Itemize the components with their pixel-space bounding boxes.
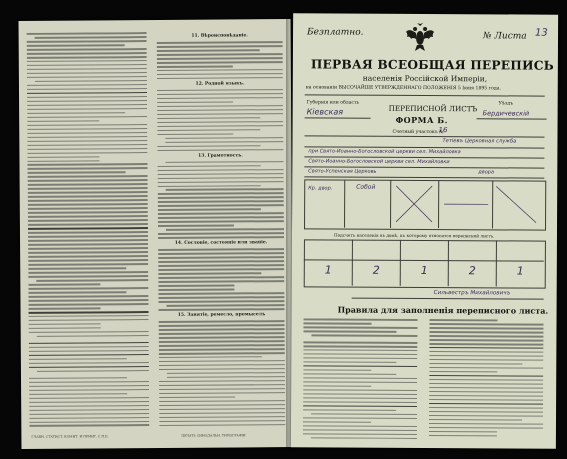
text-line	[29, 397, 149, 399]
text-line	[159, 352, 285, 354]
text-line	[157, 125, 283, 127]
count-cell: 2	[372, 263, 380, 277]
text-line	[28, 303, 148, 305]
text-line	[28, 239, 148, 241]
text-line	[159, 380, 285, 382]
text-line	[159, 328, 285, 330]
right-page-census-form	[291, 13, 558, 448]
text-line	[27, 76, 147, 78]
text-line	[303, 421, 371, 423]
text-line	[159, 396, 235, 398]
text-line	[28, 275, 148, 277]
text-line	[159, 408, 285, 410]
text-line	[303, 345, 417, 347]
text-line	[430, 319, 498, 321]
handwritten-entry-2: при Свято-Иоанно-Богословской церкви сел. Михайловка	[308, 148, 461, 156]
text-line	[28, 183, 148, 185]
text-line	[27, 148, 147, 150]
text-line	[158, 232, 284, 234]
text-line	[159, 412, 285, 414]
text-line	[28, 187, 148, 189]
census-subtitle: населенія Россійской Имперіи,	[362, 73, 488, 84]
count-cell: 1	[420, 263, 428, 278]
text-line	[165, 141, 283, 143]
text-line	[28, 283, 100, 285]
text-line	[157, 105, 283, 107]
text-line	[159, 424, 285, 426]
text-line	[158, 165, 261, 167]
text-line	[157, 89, 283, 91]
text-line	[29, 417, 149, 419]
text-line	[28, 191, 148, 193]
count-table-note: Подсчетъ населенія въ домѣ, къ которому относится переписной листъ.	[333, 232, 495, 239]
text-line	[429, 383, 543, 385]
text-line	[158, 220, 284, 222]
text-line	[303, 353, 417, 355]
text-line	[429, 327, 543, 329]
text-line	[303, 405, 417, 407]
text-line	[167, 372, 285, 374]
text-line	[303, 373, 396, 375]
form-subtitle: ФОРМА Б.	[395, 114, 448, 126]
text-line	[429, 355, 543, 357]
text-line	[29, 342, 149, 344]
count-cells	[293, 13, 558, 14]
text-line	[28, 287, 148, 289]
text-line	[159, 340, 285, 342]
text-line	[157, 121, 283, 123]
text-line	[158, 212, 284, 214]
text-line	[35, 36, 147, 38]
text-line	[28, 195, 148, 197]
text-line	[429, 343, 543, 345]
text-line	[159, 336, 285, 338]
text-line	[29, 401, 149, 403]
text-line	[158, 236, 284, 238]
uchastok-label: Счетный участокъ №	[392, 129, 444, 136]
text-line	[429, 379, 543, 381]
text-line	[159, 368, 285, 370]
text-line	[28, 227, 148, 229]
count-cell: 1	[324, 263, 332, 277]
double-headed-eagle-emblem	[403, 20, 437, 54]
table-cell-handwritten: Кр. двор.	[308, 185, 333, 192]
text-line	[429, 403, 543, 405]
text-line	[159, 332, 285, 334]
text-line	[158, 285, 234, 287]
text-line	[159, 384, 285, 386]
text-line	[159, 344, 285, 346]
text-line	[157, 65, 233, 67]
text-line	[158, 268, 284, 270]
text-line	[158, 185, 261, 187]
text-line	[158, 300, 284, 302]
text-line	[303, 385, 371, 387]
text-line	[157, 101, 233, 103]
text-line	[28, 172, 126, 174]
text-line	[429, 339, 543, 341]
text-line	[29, 377, 127, 379]
text-line	[159, 348, 285, 350]
section-heading: 13. Грамотность.	[198, 152, 243, 159]
text-line	[28, 219, 148, 221]
text-line	[28, 199, 148, 201]
text-line	[158, 252, 284, 254]
text-line	[166, 304, 284, 306]
text-line	[303, 393, 417, 395]
text-line	[311, 413, 417, 415]
text-line	[28, 255, 148, 257]
text-line	[157, 41, 283, 43]
text-line	[27, 128, 147, 130]
text-line	[429, 371, 497, 373]
text-line	[27, 84, 147, 86]
text-line	[29, 413, 149, 415]
enumerator-signature: Сильвестръ Михайловичъ	[433, 290, 511, 297]
text-line	[28, 267, 126, 269]
text-line	[29, 405, 149, 407]
text-line	[29, 393, 127, 395]
text-line	[430, 323, 544, 325]
text-line	[158, 292, 284, 294]
uezd-underline	[477, 118, 547, 119]
text-line	[303, 349, 417, 351]
text-line	[166, 189, 284, 191]
text-line	[303, 361, 396, 363]
text-line	[27, 120, 99, 122]
census-basis-line: на основаніи ВЫСОЧАЙШЕ УТВЕРЖДЕННАГО ПОЛОЖЕНІЯ 5 Іюня 1895 года.	[305, 85, 501, 92]
handwritten-entry-5: двора	[478, 169, 495, 176]
text-line	[158, 209, 261, 211]
rules-title: Правила для заполненія переписного листа.	[337, 304, 549, 316]
text-line	[27, 44, 125, 46]
text-line	[157, 133, 233, 135]
text-line	[27, 96, 147, 98]
text-line	[29, 381, 149, 383]
text-line	[429, 335, 543, 337]
text-line	[29, 346, 149, 348]
section-heading: 12. Родной языкъ.	[195, 81, 245, 87]
text-line	[37, 335, 149, 337]
text-line	[27, 140, 147, 142]
text-line	[158, 173, 284, 175]
text-line	[157, 109, 283, 111]
text-line	[157, 149, 283, 151]
section-heading: 11. Вѣроисповѣданіе.	[191, 33, 248, 39]
count-cell: 2	[468, 264, 476, 278]
text-line	[27, 48, 147, 50]
text-line	[157, 145, 260, 147]
rules-column-1	[303, 318, 418, 439]
count-cell: 1	[516, 264, 524, 278]
text-line	[29, 362, 149, 364]
text-line	[159, 388, 285, 390]
text-line	[27, 56, 147, 58]
text-line	[303, 425, 417, 427]
title-rule	[305, 94, 545, 96]
text-line	[159, 320, 285, 322]
text-line	[429, 391, 543, 393]
text-line	[157, 53, 283, 55]
text-line	[429, 435, 497, 437]
text-line	[28, 175, 148, 177]
left-page-instructions	[19, 19, 294, 449]
text-line	[159, 404, 285, 406]
text-line	[157, 61, 283, 63]
text-line	[27, 116, 147, 118]
text-line	[429, 367, 543, 369]
text-line	[311, 437, 417, 439]
text-line	[304, 322, 372, 324]
handwritten-entry-3: Свято-Иоанно-Богословской церкви сел. Михайловки	[308, 158, 450, 166]
text-line	[429, 395, 543, 397]
text-line	[157, 49, 260, 51]
text-line	[28, 295, 148, 297]
text-line	[429, 363, 522, 365]
text-line	[303, 433, 417, 435]
text-line	[37, 370, 149, 372]
sheet-number-label: № Листа	[482, 31, 527, 42]
text-line	[27, 152, 147, 154]
form-title: ПЕРЕПИСНОЙ ЛИСТЪ	[388, 103, 478, 114]
text-line	[158, 205, 284, 207]
guberniya-label: Губернія или область	[306, 100, 360, 106]
text-line	[28, 168, 148, 170]
text-line	[165, 137, 283, 139]
text-line	[27, 156, 99, 158]
text-line	[429, 423, 543, 425]
text-line	[159, 420, 285, 422]
text-line	[303, 409, 396, 411]
text-line	[29, 425, 149, 427]
text-line	[29, 311, 149, 313]
text-line	[159, 308, 285, 310]
text-line	[35, 80, 147, 82]
text-line	[28, 179, 148, 181]
text-line	[158, 248, 284, 250]
left-text-column-2	[157, 31, 286, 427]
text-line	[27, 52, 147, 54]
uezd-value: Бердичевскій	[482, 109, 530, 118]
text-line	[29, 409, 149, 411]
text-line	[29, 307, 101, 309]
text-line	[158, 296, 284, 298]
text-line	[157, 97, 283, 99]
text-line	[29, 385, 149, 387]
text-line	[166, 228, 284, 230]
text-line	[303, 330, 396, 332]
text-line	[158, 260, 284, 262]
text-line	[28, 231, 148, 233]
text-line	[27, 72, 147, 74]
text-line	[159, 392, 285, 394]
text-line	[157, 77, 283, 79]
text-line	[158, 201, 284, 203]
text-line	[303, 341, 417, 343]
text-line	[157, 117, 260, 119]
text-line	[157, 113, 283, 115]
text-line	[29, 350, 149, 352]
left-footer-imprint: ГЛАВН. СТАТИСТ. КОМИТ. И ПРИНТ. С.П.Б.	[31, 434, 109, 439]
text-line	[28, 235, 148, 237]
census-title: ПЕРВАЯ ВСЕОБЩАЯ ПЕРЕПИСЬ	[310, 57, 554, 73]
text-line	[303, 401, 417, 403]
text-line	[29, 331, 149, 333]
text-line	[429, 387, 543, 389]
rules-column-2	[429, 319, 544, 440]
free-label: Безплатно.	[307, 27, 364, 38]
text-line	[29, 358, 127, 360]
text-line	[27, 124, 147, 126]
text-line	[303, 377, 417, 379]
text-line	[303, 357, 417, 359]
text-line	[429, 431, 497, 433]
text-line	[28, 164, 148, 166]
text-line	[29, 366, 149, 368]
text-line	[303, 429, 417, 431]
text-line	[29, 389, 149, 391]
text-line	[27, 100, 147, 102]
text-line	[28, 247, 148, 249]
text-line	[159, 360, 285, 362]
section-heading: 14. Сословіе, состояніе или званіе.	[174, 240, 268, 247]
text-line	[27, 132, 147, 134]
text-line	[28, 299, 148, 301]
text-line	[157, 45, 283, 47]
text-line	[27, 112, 125, 114]
table-cell-handwritten: Собой	[356, 183, 376, 191]
text-line	[158, 289, 234, 291]
text-line	[429, 359, 543, 361]
text-line	[27, 40, 147, 42]
signature-underline	[352, 298, 544, 300]
text-line	[304, 318, 418, 320]
left-footer-printer: ПЕЧАТЬ СИНОДАЛЬН. ТИПОГРАФІИ	[181, 433, 246, 438]
text-line	[36, 279, 148, 281]
text-line	[158, 193, 284, 195]
entry-line	[304, 176, 544, 178]
text-line	[157, 73, 283, 75]
text-line	[159, 400, 285, 402]
text-line	[27, 144, 147, 146]
text-line	[159, 364, 285, 366]
text-line	[28, 251, 148, 253]
handwritten-entry-1: Тетіевъ Церковная служба	[442, 138, 517, 145]
text-line	[27, 88, 147, 90]
text-line	[27, 136, 147, 138]
text-line	[27, 68, 147, 70]
sheet-number-value: 13	[535, 27, 548, 39]
text-line	[303, 326, 417, 328]
text-line	[429, 375, 543, 377]
text-line	[429, 351, 543, 353]
text-line	[157, 57, 283, 59]
text-line	[159, 416, 285, 418]
text-line	[27, 160, 99, 162]
text-line	[29, 327, 101, 329]
text-line	[158, 276, 284, 278]
text-line	[28, 259, 148, 261]
text-line	[158, 280, 284, 282]
text-line	[28, 203, 148, 205]
uchastok-value: 16	[438, 126, 448, 135]
text-line	[158, 197, 284, 199]
text-line	[28, 215, 148, 217]
text-line	[29, 323, 101, 325]
text-line	[158, 272, 261, 274]
text-line	[429, 331, 543, 333]
text-line	[27, 104, 147, 106]
text-line	[157, 129, 260, 131]
text-line	[158, 264, 284, 266]
text-line	[157, 69, 283, 71]
text-line	[29, 315, 149, 317]
text-line	[28, 223, 148, 225]
text-line	[28, 271, 148, 273]
text-line	[429, 419, 522, 421]
text-line	[158, 225, 234, 227]
text-line	[303, 389, 417, 391]
text-line	[159, 356, 262, 358]
text-line	[311, 334, 417, 336]
text-line	[158, 256, 284, 258]
text-line	[303, 369, 371, 371]
guberniya-underline	[305, 117, 371, 118]
uezd-label: Уѣздъ	[498, 101, 514, 107]
text-line	[27, 108, 147, 110]
text-line	[158, 169, 284, 171]
text-line	[28, 263, 148, 265]
text-line	[429, 407, 543, 409]
text-line	[429, 415, 543, 417]
handwritten-entry-4: Свято-Успенская Церковь	[308, 168, 377, 175]
text-line	[27, 92, 147, 94]
text-line	[167, 376, 285, 378]
left-text-column-1	[27, 32, 150, 428]
text-line	[159, 324, 285, 326]
guberniya-value: Кіевская	[306, 107, 344, 117]
text-line	[28, 211, 148, 213]
text-line	[303, 417, 417, 419]
text-line	[28, 243, 148, 245]
text-line	[29, 421, 149, 423]
text-line	[165, 161, 283, 163]
text-line	[158, 216, 284, 218]
text-line	[158, 181, 284, 183]
text-line	[429, 347, 543, 349]
text-line	[27, 32, 147, 34]
text-line	[28, 207, 148, 209]
text-line	[303, 365, 417, 367]
text-line	[27, 64, 147, 66]
text-line	[429, 399, 543, 401]
text-line	[157, 93, 283, 95]
section-heading: 15. Занятіе, ремесло, промыселъ	[177, 312, 266, 318]
text-line	[29, 319, 149, 321]
text-line	[303, 397, 417, 399]
text-line	[429, 427, 543, 429]
text-line	[28, 291, 126, 293]
meta-underline	[304, 135, 544, 137]
table-diagonal-strokes	[392, 182, 542, 227]
text-line	[303, 381, 417, 383]
text-line	[29, 354, 149, 356]
text-line	[158, 177, 284, 179]
text-line	[27, 60, 147, 62]
text-line	[429, 411, 543, 413]
